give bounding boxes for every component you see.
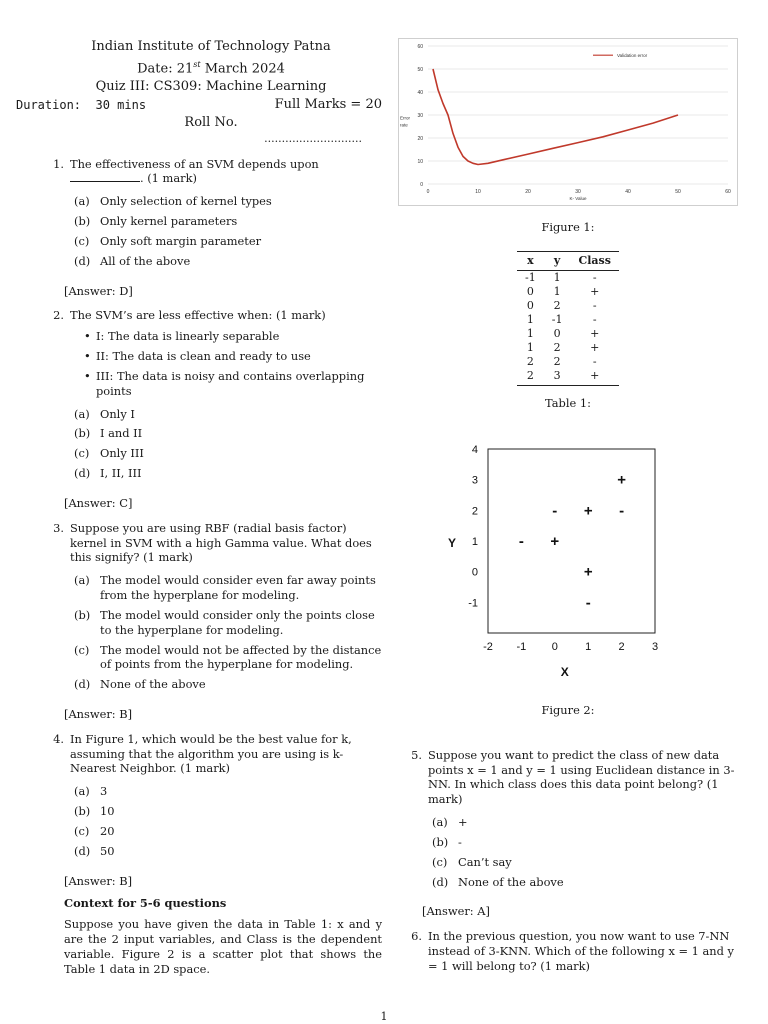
question-text: The SVM’s are less effective when: (1 mark) — [70, 308, 326, 323]
x-tick-label: -2 — [483, 640, 493, 653]
option-label: (c) — [74, 233, 90, 248]
exam-header — [40, 38, 382, 96]
option-text: None of the above — [458, 874, 564, 889]
question-1 — [40, 157, 382, 274]
y-tick-label: 60 — [417, 44, 423, 50]
x-tick-label: 10 — [475, 189, 481, 195]
cell-class: + — [590, 285, 600, 299]
question-2 — [40, 308, 382, 485]
options — [74, 573, 382, 692]
option-label: (b) — [74, 607, 91, 622]
y-tick-label: -1 — [468, 597, 478, 610]
question-number: 4. — [53, 731, 64, 746]
option-a — [74, 407, 382, 422]
cell-class: + — [570, 369, 618, 386]
question-text: The effectiveness of an SVM depends upon — [70, 156, 319, 171]
table-row — [517, 285, 619, 299]
cell-x: 0 — [526, 285, 534, 299]
option-label: (c) — [74, 823, 90, 838]
option-c — [74, 643, 382, 673]
cell-x: 2 — [517, 369, 544, 386]
options — [74, 194, 382, 268]
x-tick-label: 0 — [551, 640, 558, 653]
option-label: (a) — [74, 406, 90, 421]
question-6 — [398, 929, 738, 973]
question-text: Suppose you want to predict the class of new data points x = 1 and y = 1 using Euclidean distance in 3-NN. In which class does this data point belong? (1 mark) — [428, 747, 735, 807]
option-text: None of the above — [100, 677, 206, 692]
option-text: I, II, III — [100, 466, 142, 481]
minus-point: - — [552, 502, 558, 520]
cell-class: + — [590, 327, 600, 341]
cell-y: 2 — [553, 299, 561, 313]
option-label: (d) — [74, 466, 91, 481]
option-c — [74, 234, 382, 249]
cell-class: - — [592, 271, 597, 285]
question-5 — [398, 748, 738, 895]
bullet-text: II: The data is clean and ready to use — [96, 349, 311, 364]
table-row — [517, 341, 619, 355]
page-number: 1 — [380, 1010, 388, 1023]
option-c — [74, 824, 382, 839]
options — [432, 815, 738, 889]
bullet-item — [84, 369, 382, 399]
table-row — [517, 299, 619, 313]
x-tick-label: 3 — [651, 640, 659, 653]
option-d — [74, 254, 382, 269]
minus-point: - — [619, 502, 625, 520]
fill-blank — [70, 181, 140, 182]
date-prefix: Date: 21 — [137, 61, 194, 77]
options — [74, 407, 382, 481]
question-number: 5. — [411, 747, 422, 762]
cell-y: 0 — [553, 327, 561, 341]
answer-5: [Answer: A] — [422, 904, 490, 919]
bullet-list — [84, 329, 382, 398]
table-row — [517, 369, 619, 386]
option-text: Only soft margin parameter — [100, 233, 262, 248]
cell-class: + — [590, 341, 600, 355]
question-number: 2. — [53, 308, 64, 323]
cell-y: 2 — [553, 355, 561, 369]
y-tick-label: 40 — [417, 90, 423, 96]
option-b — [74, 804, 382, 819]
header-x: x — [517, 251, 544, 270]
table-row — [517, 271, 619, 286]
right-column — [398, 38, 738, 974]
option-text: Can’t say — [458, 854, 512, 869]
cell-x: 1 — [526, 313, 534, 327]
y-tick-label: 10 — [417, 159, 423, 165]
bullet-item — [84, 329, 382, 344]
cell-y: 2 — [553, 341, 561, 355]
x-tick-label: 30 — [575, 189, 581, 195]
x-axis-label: K- Value — [569, 196, 587, 201]
option-text: The model would consider only the points close to the hyperplane for modeling. — [100, 607, 375, 637]
option-a — [432, 815, 738, 830]
y-tick-label: 30 — [417, 113, 423, 119]
answer-4: [Answer: B] — [64, 873, 133, 888]
option-text: 3 — [100, 784, 108, 799]
legend-label: Validation error — [617, 52, 648, 58]
bullet-icon: • — [84, 349, 91, 364]
option-text: Only kernel parameters — [100, 214, 238, 229]
x-tick-label: 2 — [618, 640, 625, 653]
x-tick-label: 40 — [625, 189, 631, 195]
answer-1: [Answer: D] — [64, 283, 133, 298]
answer-2: [Answer: C] — [64, 495, 133, 510]
option-text: + — [458, 815, 468, 830]
bullet-icon: • — [84, 368, 91, 383]
cell-y: 1 — [553, 271, 561, 285]
minus-point: - — [518, 532, 524, 550]
context-text: Suppose you have given the data in Table 1: x and y are the 2 input variables, and Class is the dependent variable. Figure 2 is a scatter plot that shows the Table 1 data in 2D space. — [64, 917, 382, 976]
roll-number: Roll No. — [184, 115, 238, 131]
cell-x: 1 — [526, 327, 534, 341]
option-b — [74, 426, 382, 441]
option-d — [74, 677, 382, 692]
x-tick-label: 20 — [525, 189, 531, 195]
x-tick-label: 60 — [725, 189, 731, 195]
header-class: Class — [570, 251, 618, 270]
y-tick-label: 0 — [471, 566, 478, 579]
figure-2-scatter-plot — [438, 431, 738, 691]
bullet-item — [84, 349, 382, 364]
bullet-text: I: The data is linearly separable — [96, 329, 280, 344]
table-header-row — [517, 251, 619, 270]
figure-2-caption: Figure 2: — [541, 702, 595, 717]
option-text: The model would not be affected by the distance of points from the hyperplane for modeling. — [100, 642, 382, 672]
question-4 — [40, 732, 382, 864]
cell-class: - — [592, 299, 597, 313]
y-axis-label: Y — [447, 536, 457, 551]
option-c — [74, 446, 382, 461]
cell-y: 3 — [544, 369, 571, 386]
y-axis-label: rate — [400, 122, 408, 128]
option-label: (c) — [74, 446, 90, 461]
y-tick-label: 0 — [420, 182, 423, 188]
option-label: (a) — [74, 194, 90, 209]
question-3 — [40, 521, 382, 697]
cell-x: -1 — [525, 271, 536, 285]
duration: Duration: 30 mins — [16, 98, 147, 113]
institute-name: Indian Institute of Technology Patna — [91, 39, 331, 54]
y-tick-label: 50 — [417, 67, 423, 73]
option-d — [74, 844, 382, 859]
y-tick-label: 2 — [471, 505, 478, 518]
option-text: All of the above — [100, 253, 191, 268]
option-text: Only selection of kernel types — [100, 194, 272, 209]
option-label: (b) — [74, 214, 91, 229]
option-b — [74, 608, 382, 638]
answer-3: [Answer: B] — [64, 706, 133, 721]
plus-point: + — [617, 471, 626, 489]
plus-point: + — [583, 563, 593, 581]
cell-class: - — [592, 313, 597, 327]
option-text: 50 — [100, 843, 115, 858]
option-a — [74, 573, 382, 603]
plus-point: + — [550, 532, 560, 550]
plus-point: + — [583, 502, 593, 520]
option-text: - — [458, 834, 462, 849]
exam-date — [40, 56, 382, 78]
option-text: 20 — [100, 823, 115, 838]
options — [74, 784, 382, 858]
date-sup: st — [193, 60, 201, 69]
y-tick-label: 4 — [471, 443, 478, 456]
full-marks: Full Marks = 20 — [274, 97, 382, 113]
x-tick-label: 50 — [675, 189, 681, 195]
option-b — [432, 835, 738, 850]
option-b — [74, 214, 382, 229]
cell-y: -1 — [551, 313, 563, 327]
option-d — [74, 466, 382, 481]
option-a — [74, 194, 382, 209]
plot-frame — [488, 449, 655, 633]
option-text: Only I — [100, 406, 135, 421]
left-column — [16, 38, 382, 977]
bullet-icon: • — [84, 329, 91, 344]
option-text: I and II — [100, 426, 143, 441]
option-d — [432, 875, 738, 890]
quiz-title: Quiz III: CS309: Machine Learning — [95, 79, 327, 95]
question-text: In Figure 1, which would be the best value for k, assuming that the algorithm you are using is k-Nearest Neighbor. (1 mark) — [70, 731, 352, 776]
option-label: (b) — [432, 834, 449, 849]
question-text: In the previous question, you now want to use 7-NN instead of 3-KNN. Which of the following x = 1 and y = 1 will belong to? (1 mark) — [428, 929, 734, 973]
duration-row — [16, 96, 382, 114]
bullet-text: III: The data is noisy and contains overlapping points — [96, 368, 365, 398]
header-y: y — [544, 251, 571, 270]
option-label: (a) — [74, 784, 90, 799]
y-axis-label: Error — [400, 115, 410, 121]
table-1-caption: Table 1: — [545, 396, 591, 411]
roll-number-blank: ............................ — [264, 132, 362, 146]
cell-x: 0 — [526, 299, 534, 313]
cell-x: 2 — [526, 355, 534, 369]
option-label: (b) — [74, 426, 91, 441]
option-label: (d) — [74, 843, 91, 858]
option-label: (a) — [432, 815, 448, 830]
option-label: (c) — [74, 642, 90, 657]
question-number: 1. — [53, 156, 64, 171]
cell-x: 1 — [526, 341, 534, 355]
cell-class: - — [592, 355, 597, 369]
question-text-end: . (1 mark) — [140, 171, 197, 186]
option-label: (b) — [74, 804, 91, 819]
x-tick-label: 0 — [426, 189, 430, 195]
question-number: 6. — [411, 929, 422, 944]
option-c — [432, 855, 738, 870]
y-tick-label: 20 — [417, 136, 423, 142]
option-label: (a) — [74, 573, 90, 588]
option-label: (d) — [74, 253, 91, 268]
option-a — [74, 784, 382, 799]
option-text: 10 — [100, 804, 115, 819]
question-text: Suppose you are using RBF (radial basis factor) kernel in SVM with a high Gamma value. What does this signify? (1 mark) — [70, 520, 372, 565]
table-1 — [517, 251, 619, 386]
x-tick-label: -1 — [516, 640, 527, 653]
table-row — [517, 327, 619, 341]
question-number: 3. — [53, 520, 64, 535]
figure-1-line-chart — [398, 38, 738, 206]
y-tick-label: 1 — [471, 535, 478, 548]
x-axis-label: X — [560, 664, 569, 679]
context-title: Context for 5-6 questions — [64, 896, 227, 911]
figure-1-caption: Figure 1: — [541, 220, 595, 234]
x-tick-label: 1 — [585, 640, 592, 653]
y-tick-label: 3 — [471, 474, 478, 487]
option-label: (d) — [74, 677, 91, 692]
minus-point: - — [585, 594, 591, 612]
option-text: The model would consider even far away points from the hyperplane for modeling. — [100, 573, 376, 603]
option-label: (d) — [432, 874, 449, 889]
table-row — [517, 355, 619, 369]
date-suffix: March 2024 — [200, 61, 285, 77]
option-text: Only III — [100, 446, 144, 461]
table-row — [517, 313, 619, 327]
option-label: (c) — [432, 854, 448, 869]
cell-y: 1 — [553, 285, 561, 299]
